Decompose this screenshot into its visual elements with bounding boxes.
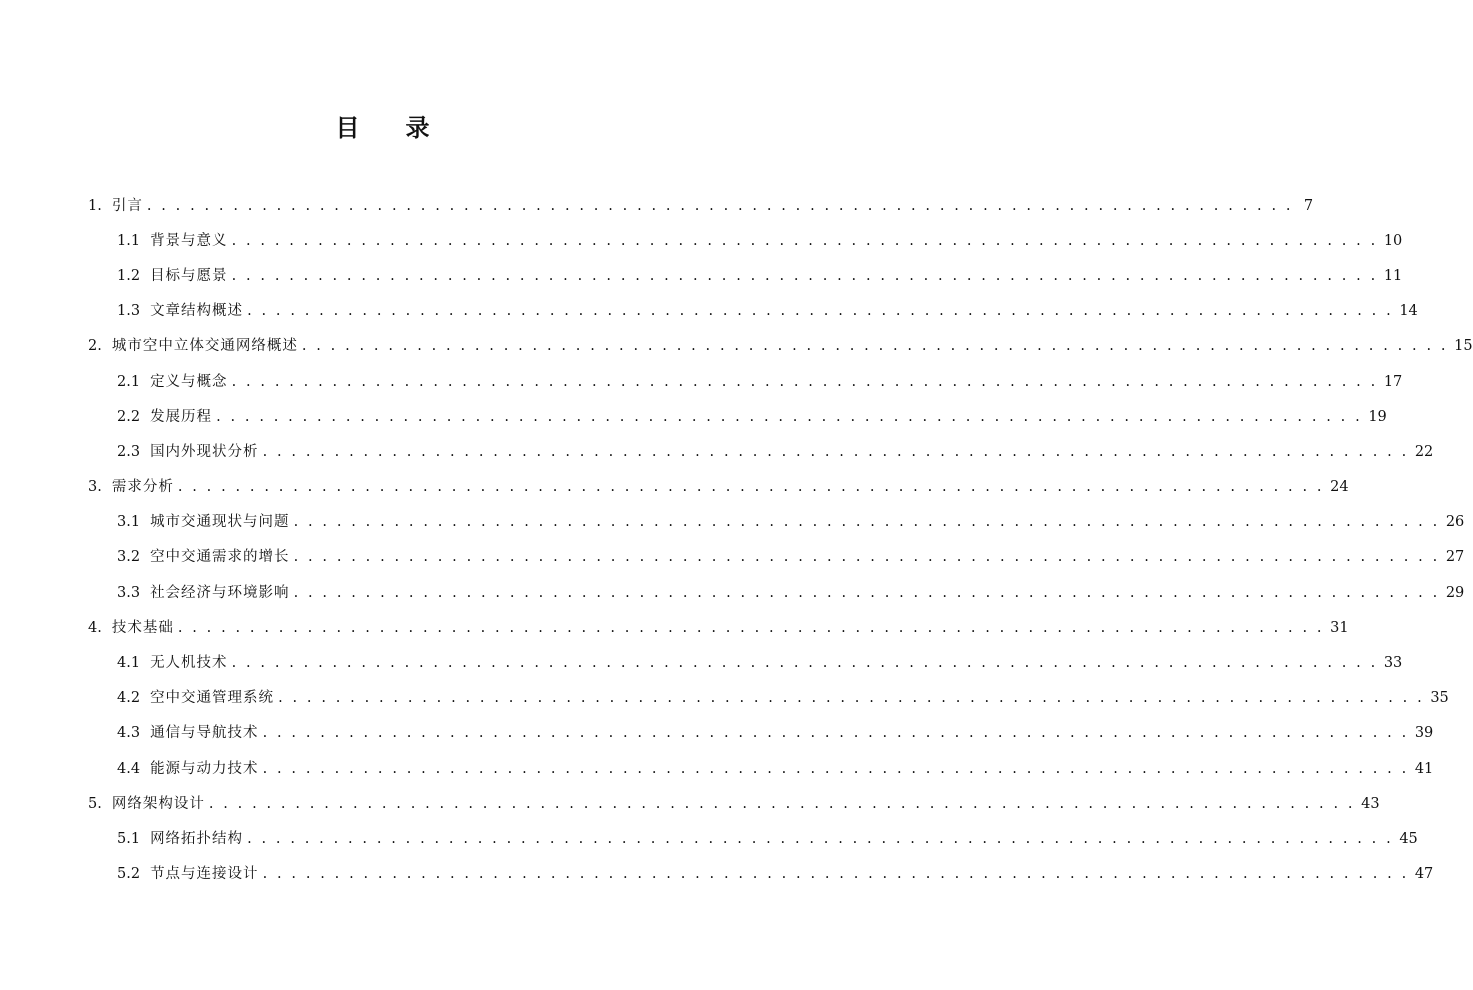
- toc-entry-label: 能源与动力技术: [150, 760, 259, 777]
- toc-entry-number: 4.4: [117, 760, 141, 777]
- toc-dot-leader: . . . . . . . . . . . . . . . . . . . . . . . . . . . . . . . . . . . . . . . . . . . . . . . . . . . . . . . . . . . . . . . . . . . . . . . . . . . . . . . .: [301, 338, 1449, 355]
- title-char-1: 目: [335, 114, 360, 142]
- toc-dot-leader: . . . . . . . . . . . . . . . . . . . . . . . . . . . . . . . . . . . . . . . . . . . . . . . . . . . . . . . . . . . . . . . . . . . . . . . . . . . . . . . .: [262, 760, 1409, 777]
- toc-section-entry[interactable]: [0, 399, 1387, 434]
- toc-page-number: 43: [1361, 795, 1380, 812]
- toc-section-entry[interactable]: [0, 751, 1434, 786]
- title-char-2: 录: [405, 114, 430, 142]
- toc-dot-leader: . . . . . . . . . . . . . . . . . . . . . . . . . . . . . . . . . . . . . . . . . . . . . . . . . . . . . . . . . . . . . . . . . . . . . . . . . . . . . . . .: [231, 655, 1378, 672]
- toc-page-number: 29: [1445, 584, 1465, 601]
- toc-dot-leader: . . . . . . . . . . . . . . . . . . . . . . . . . . . . . . . . . . . . . . . . . . . . . . . . . . . . . . . . . . . . . . . . . . . . . . . . . . . . . . . .: [146, 197, 1294, 214]
- toc-dot-leader: . . . . . . . . . . . . . . . . . . . . . . . . . . . . . . . . . . . . . . . . . . . . . . . . . . . . . . . . . . . . . . . . . . . . . . . . . . . . . . . .: [293, 549, 1440, 566]
- toc-dot-leader: . . . . . . . . . . . . . . . . . . . . . . . . . . . . . . . . . . . . . . . . . . . . . . . . . . . . . . . . . . . . . . . . . . . . . . . . . . . . . . . .: [278, 690, 1425, 707]
- toc-entry-label: 目标与愿景: [150, 267, 228, 284]
- toc-entry-number: 5.2: [117, 866, 141, 883]
- toc-entry-label: 无人机技术: [150, 655, 228, 672]
- toc-chapter-entry[interactable]: [0, 329, 1473, 364]
- toc-dot-leader: . . . . . . . . . . . . . . . . . . . . . . . . . . . . . . . . . . . . . . . . . . . . . . . . . . . . . . . . . . . . . . . . . . . . . . . . . . . . . . . .: [247, 830, 1394, 847]
- toc-entry-number: 2.: [88, 338, 102, 355]
- toc-page-number: 14: [1399, 303, 1418, 320]
- toc-page-number: 47: [1414, 866, 1434, 883]
- toc-dot-leader: . . . . . . . . . . . . . . . . . . . . . . . . . . . . . . . . . . . . . . . . . . . . . . . . . . . . . . . . . . . . . . . . . . . . . . . . . . . . . . . .: [231, 373, 1378, 390]
- toc-section-entry[interactable]: [0, 434, 1434, 469]
- toc-entry-label: 节点与连接设计: [150, 866, 259, 883]
- toc-entry-number: 1.: [88, 197, 102, 214]
- toc-entry-number: 1.2: [117, 267, 141, 284]
- toc-entry-label: 通信与导航技术: [150, 725, 259, 742]
- toc-entry-label: 社会经济与环境影响: [150, 584, 290, 601]
- toc-entry-label: 空中交通管理系统: [150, 690, 275, 707]
- toc-entry-number: 3.: [88, 479, 102, 496]
- toc-page-number: 15: [1454, 338, 1473, 355]
- toc-section-entry[interactable]: [0, 821, 1418, 856]
- toc-page-number: 41: [1414, 760, 1434, 777]
- toc-entry-number: 4.1: [117, 655, 141, 672]
- toc-page-number: 19: [1368, 408, 1387, 425]
- toc-page-number: 31: [1330, 619, 1349, 636]
- toc-entry-number: 2.1: [117, 373, 141, 390]
- table-of-contents: [0, 188, 1473, 892]
- toc-dot-leader: . . . . . . . . . . . . . . . . . . . . . . . . . . . . . . . . . . . . . . . . . . . . . . . . . . . . . . . . . . . . . . . . . . . . . . . . . . . . . . . .: [177, 479, 1325, 496]
- toc-entry-label: 城市交通现状与问题: [150, 514, 290, 531]
- toc-section-entry[interactable]: [0, 681, 1449, 716]
- toc-page-number: 39: [1414, 725, 1434, 742]
- toc-page-number: 26: [1445, 514, 1465, 531]
- toc-page-number: 24: [1330, 479, 1349, 496]
- toc-section-entry[interactable]: [0, 575, 1465, 610]
- toc-section-entry[interactable]: [0, 540, 1465, 575]
- toc-page-number: 33: [1383, 655, 1403, 672]
- toc-entry-label: 国内外现状分析: [150, 443, 259, 460]
- toc-entry-number: 4.3: [117, 725, 141, 742]
- toc-dot-leader: . . . . . . . . . . . . . . . . . . . . . . . . . . . . . . . . . . . . . . . . . . . . . . . . . . . . . . . . . . . . . . . . . . . . . . . . . . . . . . . .: [216, 408, 1363, 425]
- toc-dot-leader: . . . . . . . . . . . . . . . . . . . . . . . . . . . . . . . . . . . . . . . . . . . . . . . . . . . . . . . . . . . . . . . . . . . . . . . . . . . . . . . .: [231, 267, 1378, 284]
- toc-page-number: 27: [1445, 549, 1465, 566]
- toc-dot-leader: . . . . . . . . . . . . . . . . . . . . . . . . . . . . . . . . . . . . . . . . . . . . . . . . . . . . . . . . . . . . . . . . . . . . . . . . . . . . . . . .: [293, 584, 1440, 601]
- toc-page-number: 7: [1303, 197, 1314, 214]
- toc-entry-number: 3.3: [117, 584, 141, 601]
- toc-dot-leader: . . . . . . . . . . . . . . . . . . . . . . . . . . . . . . . . . . . . . . . . . . . . . . . . . . . . . . . . . . . . . . . . . . . . . . . . . . . . . . . .: [293, 514, 1440, 531]
- toc-page-number: 22: [1414, 443, 1434, 460]
- toc-section-entry[interactable]: [0, 857, 1434, 892]
- toc-entry-label: 背景与意义: [150, 232, 228, 249]
- toc-entry-number: 5.1: [117, 830, 141, 847]
- toc-section-entry[interactable]: [0, 716, 1434, 751]
- toc-section-entry[interactable]: [0, 223, 1403, 258]
- toc-entry-number: 2.3: [117, 443, 141, 460]
- toc-entry-label: 网络拓扑结构: [150, 830, 244, 847]
- toc-entry-number: 1.3: [117, 303, 141, 320]
- toc-section-entry[interactable]: [0, 294, 1418, 329]
- toc-entry-number: 2.2: [117, 408, 141, 425]
- toc-entry-label: 技术基础: [111, 619, 174, 636]
- toc-chapter-entry[interactable]: [0, 786, 1380, 821]
- toc-entry-number: 3.1: [117, 514, 141, 531]
- toc-dot-leader: . . . . . . . . . . . . . . . . . . . . . . . . . . . . . . . . . . . . . . . . . . . . . . . . . . . . . . . . . . . . . . . . . . . . . . . . . . . . . . . .: [177, 619, 1325, 636]
- toc-entry-number: 1.1: [117, 232, 141, 249]
- toc-section-entry[interactable]: [0, 505, 1465, 540]
- toc-page-number: 17: [1383, 373, 1403, 390]
- toc-page-number: 45: [1399, 830, 1418, 847]
- toc-section-entry[interactable]: [0, 364, 1403, 399]
- toc-entry-number: 5.: [88, 795, 102, 812]
- toc-dot-leader: . . . . . . . . . . . . . . . . . . . . . . . . . . . . . . . . . . . . . . . . . . . . . . . . . . . . . . . . . . . . . . . . . . . . . . . . . . . . . . . .: [208, 795, 1356, 812]
- toc-entry-label: 城市空中立体交通网络概述: [111, 338, 298, 355]
- toc-entry-label: 空中交通需求的增长: [150, 549, 290, 566]
- page-title: [0, 112, 765, 144]
- toc-dot-leader: . . . . . . . . . . . . . . . . . . . . . . . . . . . . . . . . . . . . . . . . . . . . . . . . . . . . . . . . . . . . . . . . . . . . . . . . . . . . . . . .: [262, 866, 1409, 883]
- toc-section-entry[interactable]: [0, 645, 1403, 680]
- toc-chapter-entry[interactable]: [0, 188, 1314, 223]
- toc-section-entry[interactable]: [0, 258, 1403, 293]
- toc-entry-label: 定义与概念: [150, 373, 228, 390]
- toc-chapter-entry[interactable]: [0, 470, 1349, 505]
- toc-dot-leader: . . . . . . . . . . . . . . . . . . . . . . . . . . . . . . . . . . . . . . . . . . . . . . . . . . . . . . . . . . . . . . . . . . . . . . . . . . . . . . . .: [231, 232, 1378, 249]
- toc-entry-number: 4.2: [117, 690, 141, 707]
- toc-entry-label: 需求分析: [111, 479, 174, 496]
- toc-dot-leader: . . . . . . . . . . . . . . . . . . . . . . . . . . . . . . . . . . . . . . . . . . . . . . . . . . . . . . . . . . . . . . . . . . . . . . . . . . . . . . . .: [262, 443, 1409, 460]
- toc-entry-label: 网络架构设计: [111, 795, 205, 812]
- toc-entry-label: 发展历程: [150, 408, 213, 425]
- toc-entry-number: 3.2: [117, 549, 141, 566]
- toc-dot-leader: . . . . . . . . . . . . . . . . . . . . . . . . . . . . . . . . . . . . . . . . . . . . . . . . . . . . . . . . . . . . . . . . . . . . . . . . . . . . . . . .: [262, 725, 1409, 742]
- toc-entry-label: 引言: [111, 197, 143, 214]
- toc-page-number: 10: [1383, 232, 1403, 249]
- toc-entry-label: 文章结构概述: [150, 303, 244, 320]
- toc-dot-leader: . . . . . . . . . . . . . . . . . . . . . . . . . . . . . . . . . . . . . . . . . . . . . . . . . . . . . . . . . . . . . . . . . . . . . . . . . . . . . . . .: [247, 303, 1394, 320]
- toc-page-number: 35: [1430, 690, 1449, 707]
- toc-entry-number: 4.: [88, 619, 102, 636]
- toc-page-number: 11: [1383, 267, 1403, 284]
- toc-chapter-entry[interactable]: [0, 610, 1349, 645]
